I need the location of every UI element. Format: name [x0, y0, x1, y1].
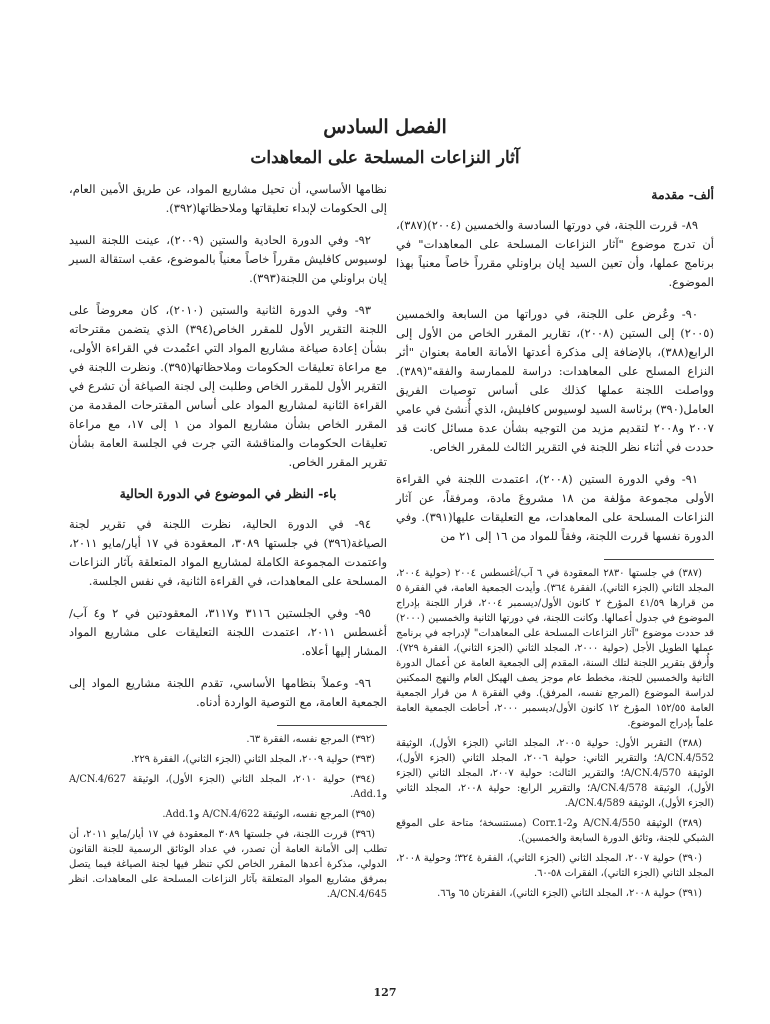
footnote-separator [604, 559, 714, 560]
paragraph-89: ٨٩- قررت اللجنة، في دورتها السادسة والخمسين (٢٠٠٤)(٣٨٧)، أن تدرج موضوع "آثار النزاعات المسلحة على المعاهدات" في برنامج عملها، وأن تعين السيد إيان براونلي مقرراً خاصاً معنياً بهذا الموضوع. [396, 218, 714, 289]
left-column [69, 180, 387, 907]
footnote-390: (٣٩٠) حولية ٢٠٠٧، المجلد الثاني (الجزء الثاني)، الفقرة ٣٢٤؛ وحولية ٢٠٠٨، المجلد الثاني (الجزء الثاني)، الفقرات ٥٨-٦٠. [396, 853, 714, 879]
footnote-387: (٣٨٧) في جلستها ٢٨٣٠ المعقودة في ٦ آب/أغسطس ٢٠٠٤ (حولية ٢٠٠٤، المجلد الثاني (الجزء الثاني)، الفقرة ٣٦٤). وأيدت الجمعية العامة، في الفقرة ٥ من قرارها ٤١/٥٩ المؤرخ ٢ كانون الأول/ديسمبر ٢٠٠٤، قرار اللجنة بإدراج الموضوع في جدول أعمالها. وكانت اللجنة، في دورتها الثانية والخمسين (٢٠٠٠) قد حددت موضوع "آثار النزاعات المسلحة على المعاهدات" لإدراجه في برنامج عملها الطويل الأجل (حولية ٢٠٠٠، المجلد الثاني (الجزء الثاني)، الفقرة ٧٢٩). وأُرفق بتقرير اللجنة لتلك السنة، المقدم إلى الجمعية العامة عن أعمال الدورة الثانية والخمسين للجنة، مخطط عام موجز يصف الهيكل العام والنهج الممكنين لدراسة الموضوع (المرجع نفسه، المرفق). وفي الفقرة ٨ من قرار الجمعية العامة ١٥٢/٥٥ المؤرخ ١٢ كانون الأول/ديسمبر ٢٠٠٠، أحاطت الجمعية العامة علماً بإدراج الموضوع. [396, 568, 714, 729]
page-number: 127 [373, 986, 397, 999]
paragraph-94: ٩٤- في الدورة الحالية، نظرت اللجنة في تقرير لجنة الصياغة(٣٩٦) في جلستها ٣٠٨٩، المعقودة في ١٧ أيار/مايو ٢٠١١، واعتمدت المجموعة الكاملة لمشاريع المواد المتعلقة بآثار النزاعات المسلحة على المعاهدات، في القراءة الثانية، في نفس الجلسة. [69, 517, 387, 588]
footnote-393: (٣٩٣) حولية ٢٠٠٩، المجلد الثاني (الجزء الثاني)، الفقرة ٢٢٩. [131, 754, 375, 765]
paragraph-91-continued: نظامها الأساسي، أن تحيل مشاريع المواد، عن طريق الأمين العام، إلى الحكومات لإبداء تعليقاتها وملاحظاتها(٣٩٢). [69, 182, 387, 215]
footnote-395: (٣٩٥) المرجع نفسه، الوثيقة A/CN.4/622 وAdd.1. [162, 809, 375, 820]
footnote-389: (٣٨٩) الوثيقة A/CN.4/550 وCorr.1-2 (مستنسخة؛ متاحة على الموقع الشبكي للجنة، وثائق الدورة السابعة والخمسين). [396, 818, 714, 844]
footnote-391: (٣٩١) حولية ٢٠٠٨، المجلد الثاني (الجزء الثاني)، الفقرتان ٦٥ و٦٦. [437, 888, 702, 899]
paragraph-93: ٩٣- وفي الدورة الثانية والستين (٢٠١٠)، كان معروضاً على اللجنة التقرير الأول للمقرر الخاص(٣٩٤) الذي يتضمن مقترحاته بشأن إعادة صياغة مشاريع المواد التي اعتُمدت في القراءة الأولى، مع مراعاة تعليقات الحكومات وملاحظاتها(٣٩٥). ونظرت اللجنة في التقرير الأول للمقرر الخاص وطلبت إلى لجنة الصياغة أن تشرع في القراءة الثانية لمشاريع المواد على أساس المقترحات المقدمة من المقرر الخاص بشأن مشاريع المواد من ١ إلى ١٧، مع مراعاة تعليقات الحكومات والمناقشة التي جرت في الجلسة العامة بشأن تقرير المقرر الخاص. [69, 303, 388, 469]
footnote-separator [277, 725, 387, 726]
paragraph-91: ٩١- وفي الدورة الستين (٢٠٠٨)، اعتمدت اللجنة في القراءة الأولى مجموعة مؤلفة من ١٨ مشروعَ مادة، ومرفقاً، عن آثار النزاعات المسلحة على المعاهدات، مع التعليقات عليها(٣٩١). وفي الدورة نفسها قررت اللجنة، وفقاً للمواد من ١٦ إلى ٢١ من [396, 472, 714, 543]
paragraph-92: ٩٢- وفي الدورة الحادية والستين (٢٠٠٩)، عينت اللجنة السيد لوسيوس كافليش مقرراً خاصاً معنياً بالموضوع، عقب استقالة السير إيان براونلي من اللجنة(٣٩٣). [69, 233, 387, 285]
paragraph-96: ٩٦- وعملاً بنظامها الأساسي، تقدم اللجنة مشاريع المواد إلى الجمعية العامة، مع التوصية الواردة أدناه. [69, 676, 387, 709]
section-heading-ba: باء- النظر في الموضوع في الدورة الحالية [119, 486, 337, 501]
footnote-392: (٣٩٢) المرجع نفسه، الفقرة ٦٣. [246, 734, 375, 745]
right-column [396, 180, 714, 906]
paragraph-95: ٩٥- وفي الجلستين ٣١١٦ و٣١١٧، المعقودتين في ٢ و٤ آب/أغسطس ٢٠١١، اعتمدت اللجنة التعليقات على مشاريع المواد المشار إليها أعلاه. [69, 606, 388, 658]
footnote-394: (٣٩٤) حولية ٢٠١٠، المجلد الثاني (الجزء الأول)، الوثيقة A/CN.4/627 وAdd.1. [69, 774, 387, 800]
footnote-388: (٣٨٨) التقرير الأول: حولية ٢٠٠٥، المجلد الثاني (الجزء الأول)، الوثيقة A/CN.4/552؛ والتقرير الثاني: حولية ٢٠٠٦، المجلد الثاني (الجزء الأول)، الوثيقة A/CN.4/570؛ والتقرير الثالث: حولية ٢٠٠٧، المجلد الثاني (الجزء الأول)، الوثيقة A/CN.4/578؛ والتقرير الرابع: حولية ٢٠٠٨، المجلد الثاني (الجزء الأول)، الوثيقة A/CN.4/589. [396, 738, 714, 809]
footnote-396: (٣٩٦) قررت اللجنة، في جلستها ٣٠٨٩ المعقودة في ١٧ أيار/مايو ٢٠١١، أن تطلب إلى الأمانة العامة أن تصدر، في عداد الوثائق الرسمية للجنة القانون الدولي، مذكرة أعدها المقرر الخاص لكي تنظر فيها لجنة الصياغة فيما يتصل بمرفق مشاريع المواد المتعلقة بآثار النزاعات المسلحة على المعاهدات. انظر A/CN.4/645. [69, 829, 387, 900]
chapter-title: الفصل السادس [323, 116, 447, 138]
paragraph-90: ٩٠- وعُرض على اللجنة، في دوراتها من السابعة والخمسين (٢٠٠٥) إلى الستين (٢٠٠٨)، تقارير المقرر الخاص من الأول إلى الرابع(٣٨٨)، بالإضافة إلى مذكرة أعدتها الأمانة العامة بعنوان "أثر النزاع المسلح على المعاهدات: دراسة للممارسة والفقه"(٣٨٩). وواصلت اللجنة عملها كذلك على أساس توصيات الفريق العامل(٣٩٠) برئاسة السيد لوسيوس كافليش، الذي أُنشئ في عامي ٢٠٠٧ و٢٠٠٨ لتقديم مزيد من التوجيه بشأن عدة مسائل كانت قد حددت في أثناء نظر اللجنة في التقرير الثالث للمقرر الخاص. [396, 307, 714, 454]
section-heading-alif: ألف- مقدمة [651, 187, 714, 202]
topic-title: آثار النزاعات المسلحة على المعاهدات [250, 148, 520, 168]
